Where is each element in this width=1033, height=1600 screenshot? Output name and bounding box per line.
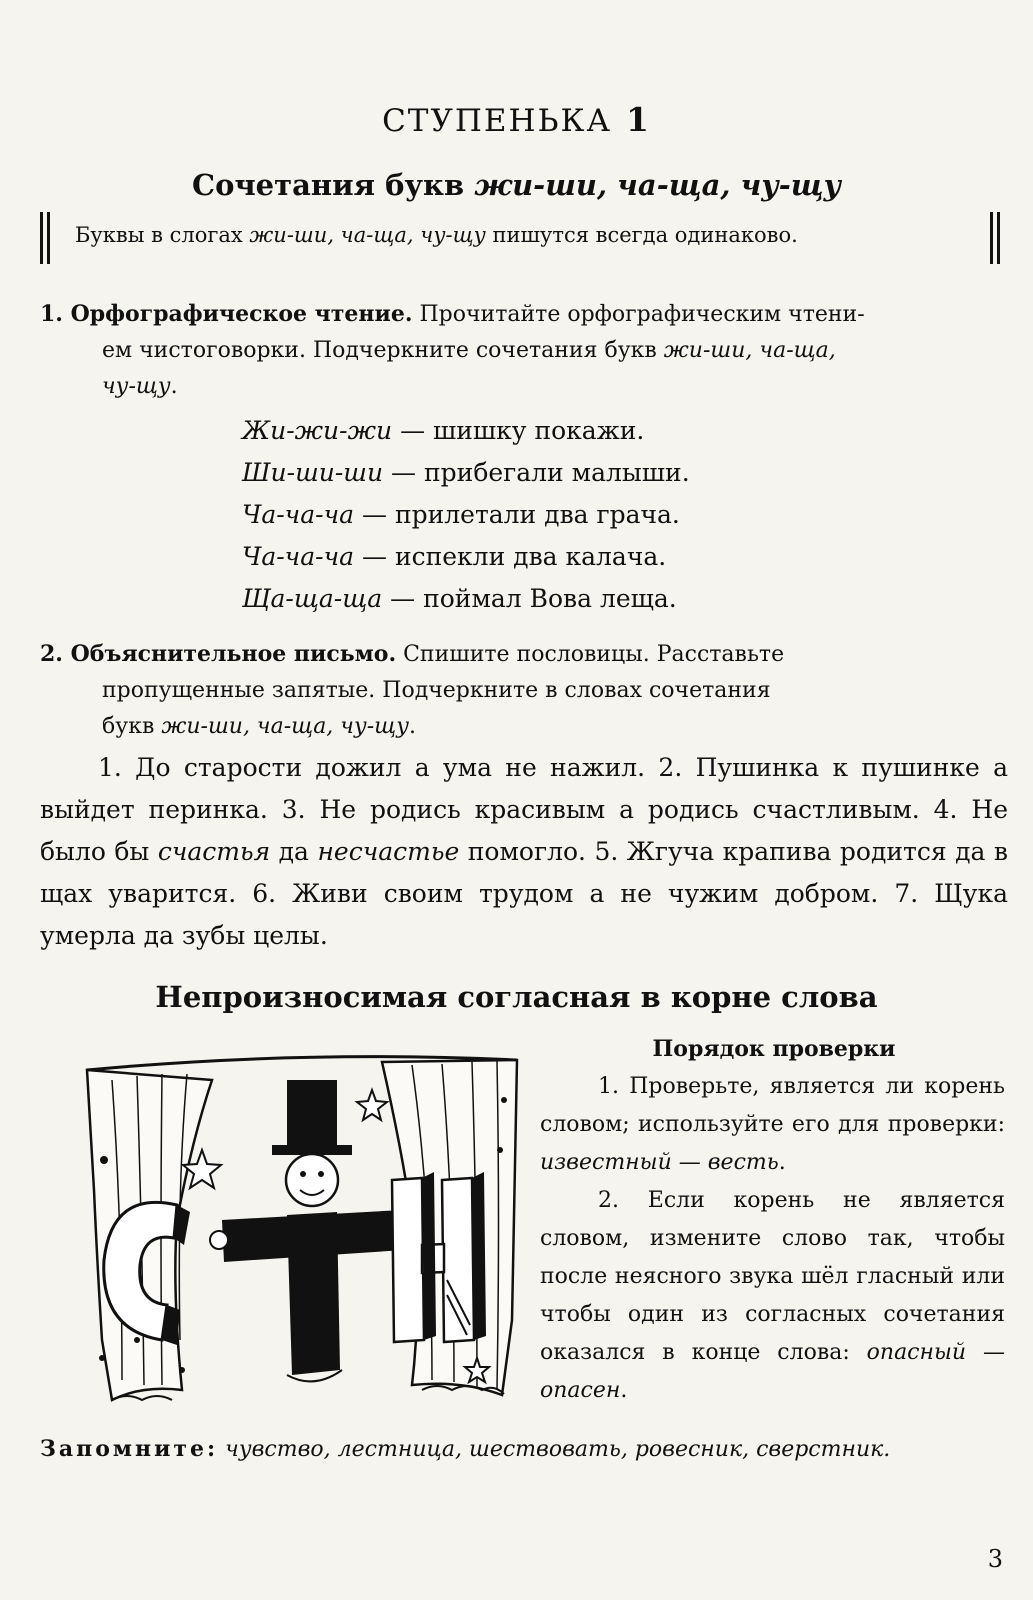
dot-decoration — [497, 1147, 503, 1153]
letter-t-stem — [287, 1212, 340, 1375]
letter-n-left-stem — [392, 1178, 424, 1342]
check-order-title: Порядок проверки — [652, 1036, 896, 1062]
exercise-2 — [40, 636, 1008, 745]
letter-n-shadow — [422, 1172, 436, 1340]
remember-words: чувство, лестница, шествовать, ровесник, сверстник. — [218, 1437, 891, 1462]
exercise-2-line2: пропущенные запятые. Подчеркните в словах сочетания — [102, 678, 771, 703]
poem-line: Ща-ща-ща — поймал Вова леща. — [242, 584, 677, 613]
rule-box — [40, 212, 1000, 264]
remember-note — [40, 1430, 1008, 1469]
proverbs: 1. До старости дожил а ума не нажил. 2. Пушинка к пушинке а выйдет перинка. 3. Не родись красивым а родись счастливым. 4. Не было бы счастья да несчастье помогло. 5. Жгуча крапива родится да в щах уварится. 6. Живи своим трудом а не чужим добром. 7. Щука умерла да зубы целы. — [40, 753, 1008, 950]
step-label: СТУПЕНЬКА — [382, 103, 612, 139]
stage-illustration-svg — [82, 1040, 522, 1420]
magician-eye — [300, 1171, 306, 1177]
step-number: 1 — [625, 100, 651, 139]
exercise-2-title: 2. Объяснительное письмо. — [40, 641, 397, 667]
magician-eye — [318, 1171, 324, 1177]
magician-face — [286, 1154, 338, 1206]
rule-border-right-inner — [990, 212, 993, 264]
poem-line: Жи-жи-жи — шишку покажи. — [242, 416, 645, 445]
exercise-1-line1: 1. Орфографическое чтение. Прочитайте орфографическим чтени- — [40, 301, 865, 327]
dot-decoration — [99, 1355, 105, 1361]
exercise-1-title: 1. Орфографическое чтение. — [40, 301, 413, 327]
exercise-1-line3: чу-щу. — [102, 374, 178, 399]
rule-border-left — [40, 212, 43, 264]
rule-border-right — [997, 212, 1000, 264]
rule-border-left-inner — [47, 212, 50, 264]
dot-decoration — [100, 1156, 108, 1164]
check-order-steps — [540, 1068, 1005, 1410]
top-hat — [287, 1080, 337, 1150]
page-number: 3 — [987, 1545, 1003, 1573]
star-icon — [357, 1090, 387, 1120]
exercise-1 — [40, 296, 1008, 405]
section-title-silent-consonant: Непроизносимая согласная в корне слова — [155, 980, 878, 1014]
exercise-2-line3: букв жи-ши, ча-ща, чу-щу. — [102, 714, 416, 739]
curtain-left-hem — [112, 1396, 172, 1400]
exercise-1-line2: ем чистоговорки. Подчеркните сочетания букв жи-ши, ча-ща, — [102, 338, 836, 363]
dot-decoration — [501, 1097, 507, 1103]
dot-decoration — [179, 1367, 185, 1373]
tongue-twisters — [242, 410, 942, 620]
step-heading — [0, 100, 1033, 139]
letter-n-shadow — [472, 1172, 486, 1340]
check-step-1: 1. Проверьте, является ли корень словом; используйте его для проверки: известный — весть. — [540, 1074, 1005, 1175]
poem-line: Ча-ча-ча — испекли два калача. — [242, 542, 667, 571]
check-step-2: 2. Если корень не является словом, измените слово так, чтобы после неясного звука шёл гласный или чтобы один из согласных сочетания оказался в конце слова: опасный — опасен. — [540, 1188, 1005, 1403]
dot-decoration — [134, 1337, 140, 1343]
poem-line: Ча-ча-ча — прилетали два грача. — [242, 500, 680, 529]
remember-label: Запомните: — [40, 1436, 219, 1462]
stage-illustration — [82, 1040, 522, 1420]
exercise-2-line1: 2. Объяснительное письмо. Спишите пословицы. Расставьте — [40, 641, 785, 667]
rule-text: Буквы в слогах жи-ши, ча-ща, чу-щу пишутся всегда одинаково. — [75, 223, 798, 247]
poem-line: Ши-ши-ши — прибегали малыши. — [242, 458, 690, 487]
section-title-zhi-shi: Сочетания букв жи-ши, ча-ща, чу-щу — [192, 168, 841, 202]
magician-hand-left — [210, 1231, 228, 1249]
